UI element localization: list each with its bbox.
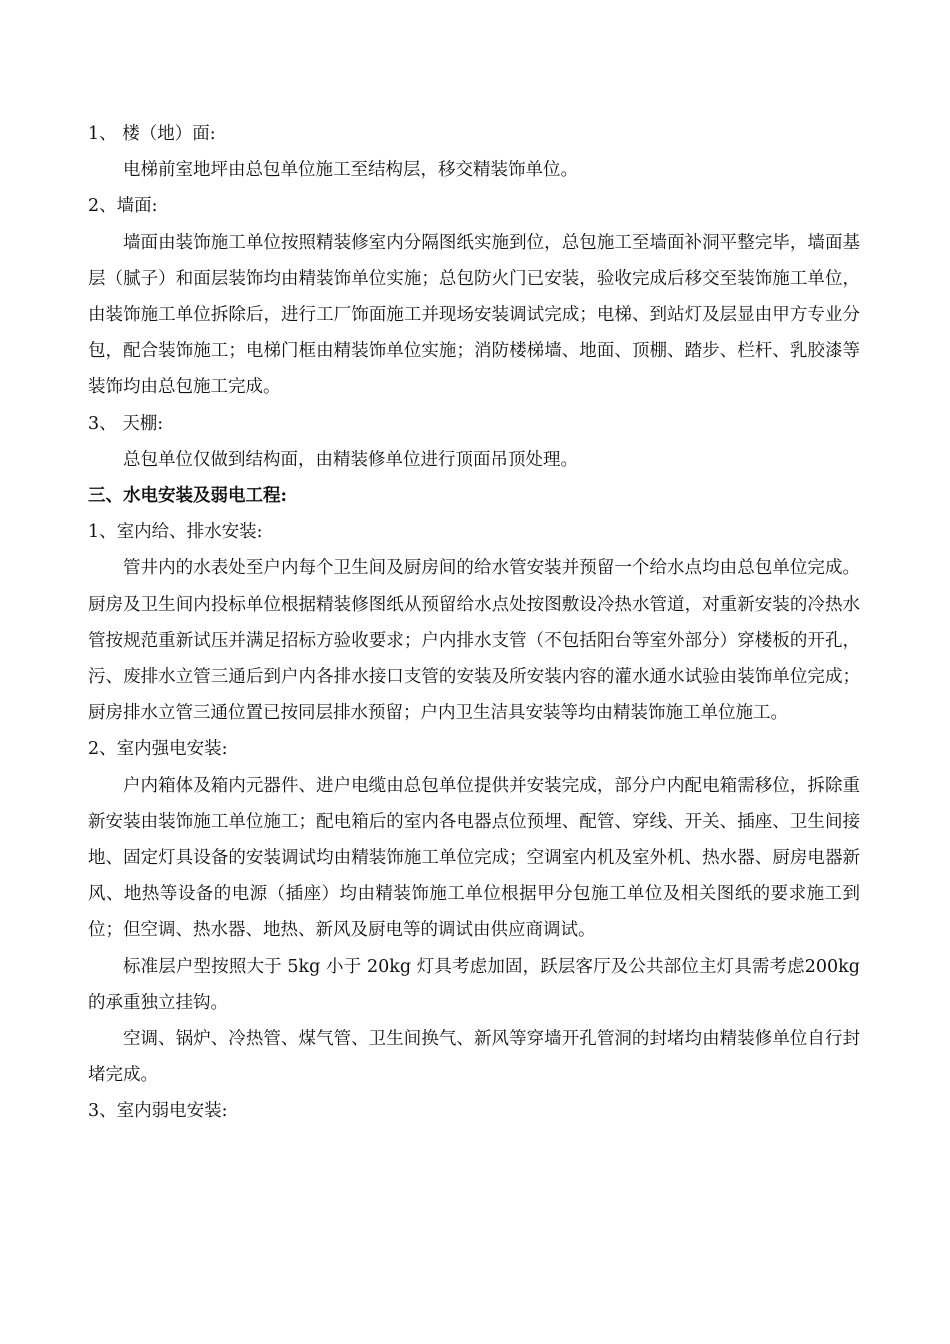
paragraph-plumbing: 管井内的水表处至户内每个卫生间及厨房间的给水管安装并预留一个给水点均由总包单位完成。厨房及卫生间内投标单位根据精装修图纸从预留给水点处按图敷设冷热水管道，对重新安装的冷热水管按规范重新试压并满足招标方验收要求；户内排水支管（不包括阳台等室外部分）穿楼板的开孔，污、废排水立管三通后到户内各排水接口支管的安装及所安装内容的灌水通水试验由装饰单位完成；厨房排水立管三通位置已按同层排水预留；户内卫生洁具安装等均由精装饰施工单位施工。 [88,558,860,724]
section-heading-floor: 1、 楼（地）面: [88,124,216,144]
chapter-heading-mep: 三、水电安装及弱电工程: [88,486,287,507]
section-heading-wall: 2、墙面: [88,196,158,217]
document-body [88,116,860,1130]
section-heading-power: 2、室内强电安装: [88,739,228,760]
section-heading-plumbing: 1、室内给、排水安装: [88,522,263,543]
paragraph-floor: 电梯前室地坪由总包单位施工至结构层，移交精装饰单位。 [123,160,578,181]
paragraph-penetration-sealing: 空调、锅炉、冷热管、煤气管、卫生间换气、新风等穿墙开孔管洞的封堵均由精装修单位自行封堵完成。 [88,1029,860,1086]
paragraph-lighting-load: 标准层户型按照大于 5kg 小于 20kg 灯具考虑加固，跃层客厅及公共部位主灯具需考虑200kg 的承重独立挂钩。 [88,956,860,1013]
paragraph-wall: 墙面由装饰施工单位按照精装修室内分隔图纸实施到位，总包施工至墙面补洞平整完毕，墙面基层（腻子）和面层装饰均由精装饰单位实施；总包防火门已安装，验收完成后移交至装饰施工单位，由装饰施工单位拆除后，进行工厂饰面施工并现场安装调试完成；电梯、到站灯及层显由甲方专业分包，配合装饰施工；电梯门框由精装饰单位实施；消防楼梯墙、地面、顶棚、踏步、栏杆、乳胶漆等装饰均由总包施工完成。 [88,232,860,398]
paragraph-ceiling: 总包单位仅做到结构面，由精装修单位进行顶面吊顶处理。 [123,449,578,470]
section-heading-low-voltage: 3、室内弱电安装: [88,1101,228,1122]
paragraph-power: 户内箱体及箱内元器件、进户电缆由总包单位提供并安装完成，部分户内配电箱需移位，拆除重新安装由装饰施工单位施工；配电箱后的室内各电器点位预埋、配管、穿线、开关、插座、卫生间接地、固定灯具设备的安装调试均由精装饰施工单位完成；空调室内机及室外机、热水器、厨房电器新风、地热等设备的电源（插座）均由精装饰施工单位根据甲分包施工单位及相关图纸的要求施工到位；但空调、热水器、地热、新风及厨电等的调试由供应商调试。 [88,775,860,941]
section-heading-ceiling: 3、 天棚: [88,413,164,434]
